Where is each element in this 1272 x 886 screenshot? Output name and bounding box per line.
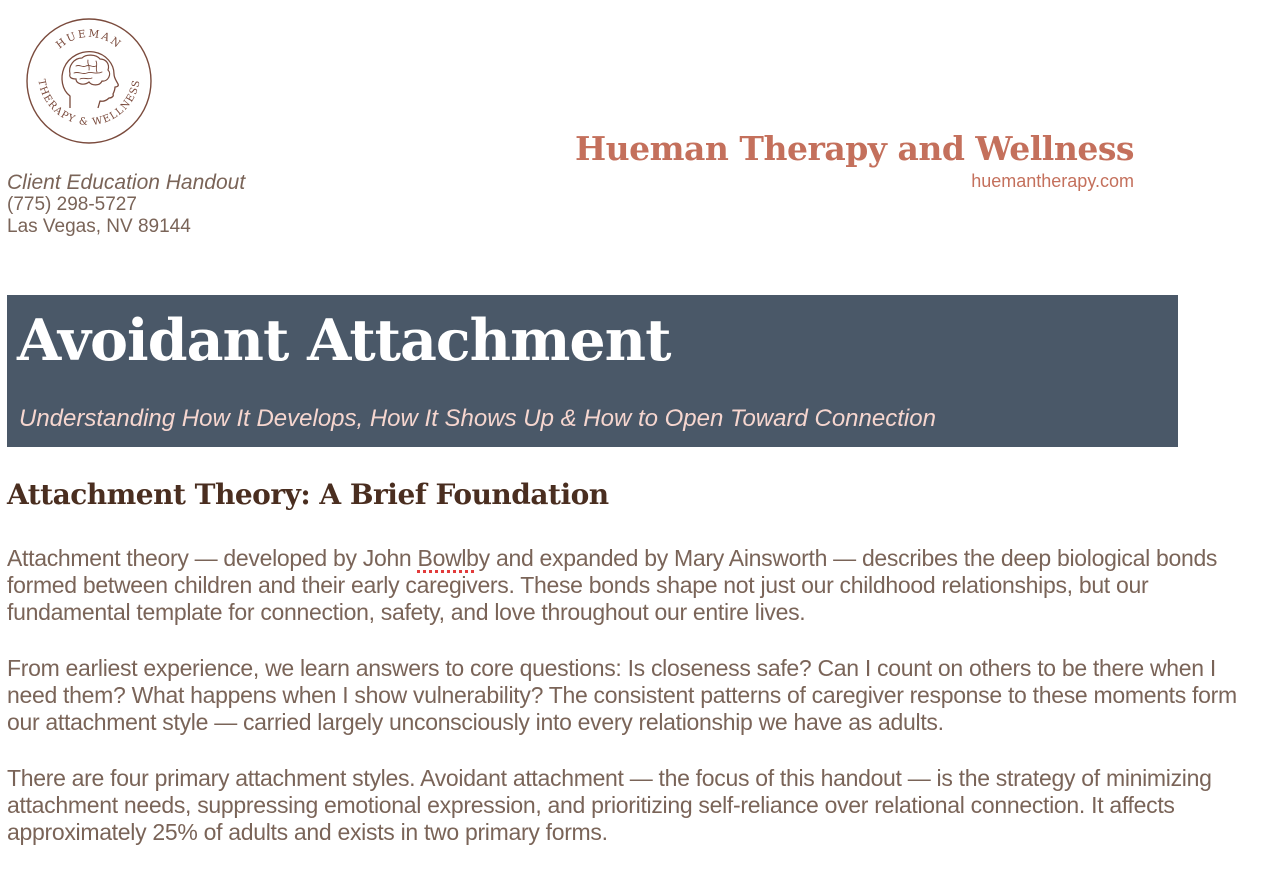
title-banner — [7, 295, 1178, 447]
page-subtitle: Understanding How It Develops, How It Shows Up & How to Open Toward Connection — [19, 405, 936, 432]
logo-seal — [24, 16, 154, 146]
brand-name: Hueman Therapy and Wellness — [574, 129, 1134, 168]
svg-text:THERAPY & WELLNESS — [35, 78, 143, 128]
brand-url: huemantherapy.com — [971, 171, 1134, 191]
logo-bottom-text: THERAPY & WELLNESS — [35, 78, 143, 129]
page-title: Avoidant Attachment — [17, 307, 671, 374]
location: Las Vegas, NV 89144 — [7, 216, 191, 237]
contact-block — [7, 171, 245, 238]
paragraph-3: There are four primary attachment styles. Avoidant attachment — the focus of this handout — is the strategy of minimizing attachment needs, suppressing emotional expression, and prioritizing self-reliance over relational connection. It affects approximately 25% of adults and exists in two primary forms. — [7, 765, 1212, 845]
paragraph-2: From earliest experience, we learn answers to core questions: Is closeness safe? Can I count on others to be there when I need them? What happens when I show vulnerability? The consistent patterns of caregiver response to these moments form our attachment style — carried largely unconsciously into every relationship we have as adults. — [7, 655, 1237, 735]
section-body — [7, 545, 1269, 875]
handout-label: Client Education Handout — [7, 171, 246, 194]
paragraph-1-end: and expanded by Mary Ainsworth — describes the deep biological bonds formed between children and their early caregivers. These bonds shape not just our childhood relationships, but our fundamental template for connection, safety, and love throughout our entire lives. — [7, 545, 1218, 625]
paragraph-1-start: Attachment theory — developed by John — [7, 545, 418, 571]
logo-top-text: HUEMAN — [53, 27, 125, 52]
paragraph-1 — [7, 545, 1269, 626]
phone-number: (775) 298-5727 — [7, 194, 137, 215]
spellcheck-flagged-word[interactable]: Bowlby — [417, 545, 490, 571]
svg-text:HUEMAN — [54, 28, 124, 52]
section-heading: Attachment Theory: A Brief Foundation — [7, 478, 609, 511]
brain-head-seal-icon — [24, 16, 154, 146]
brand-block — [575, 128, 1134, 192]
